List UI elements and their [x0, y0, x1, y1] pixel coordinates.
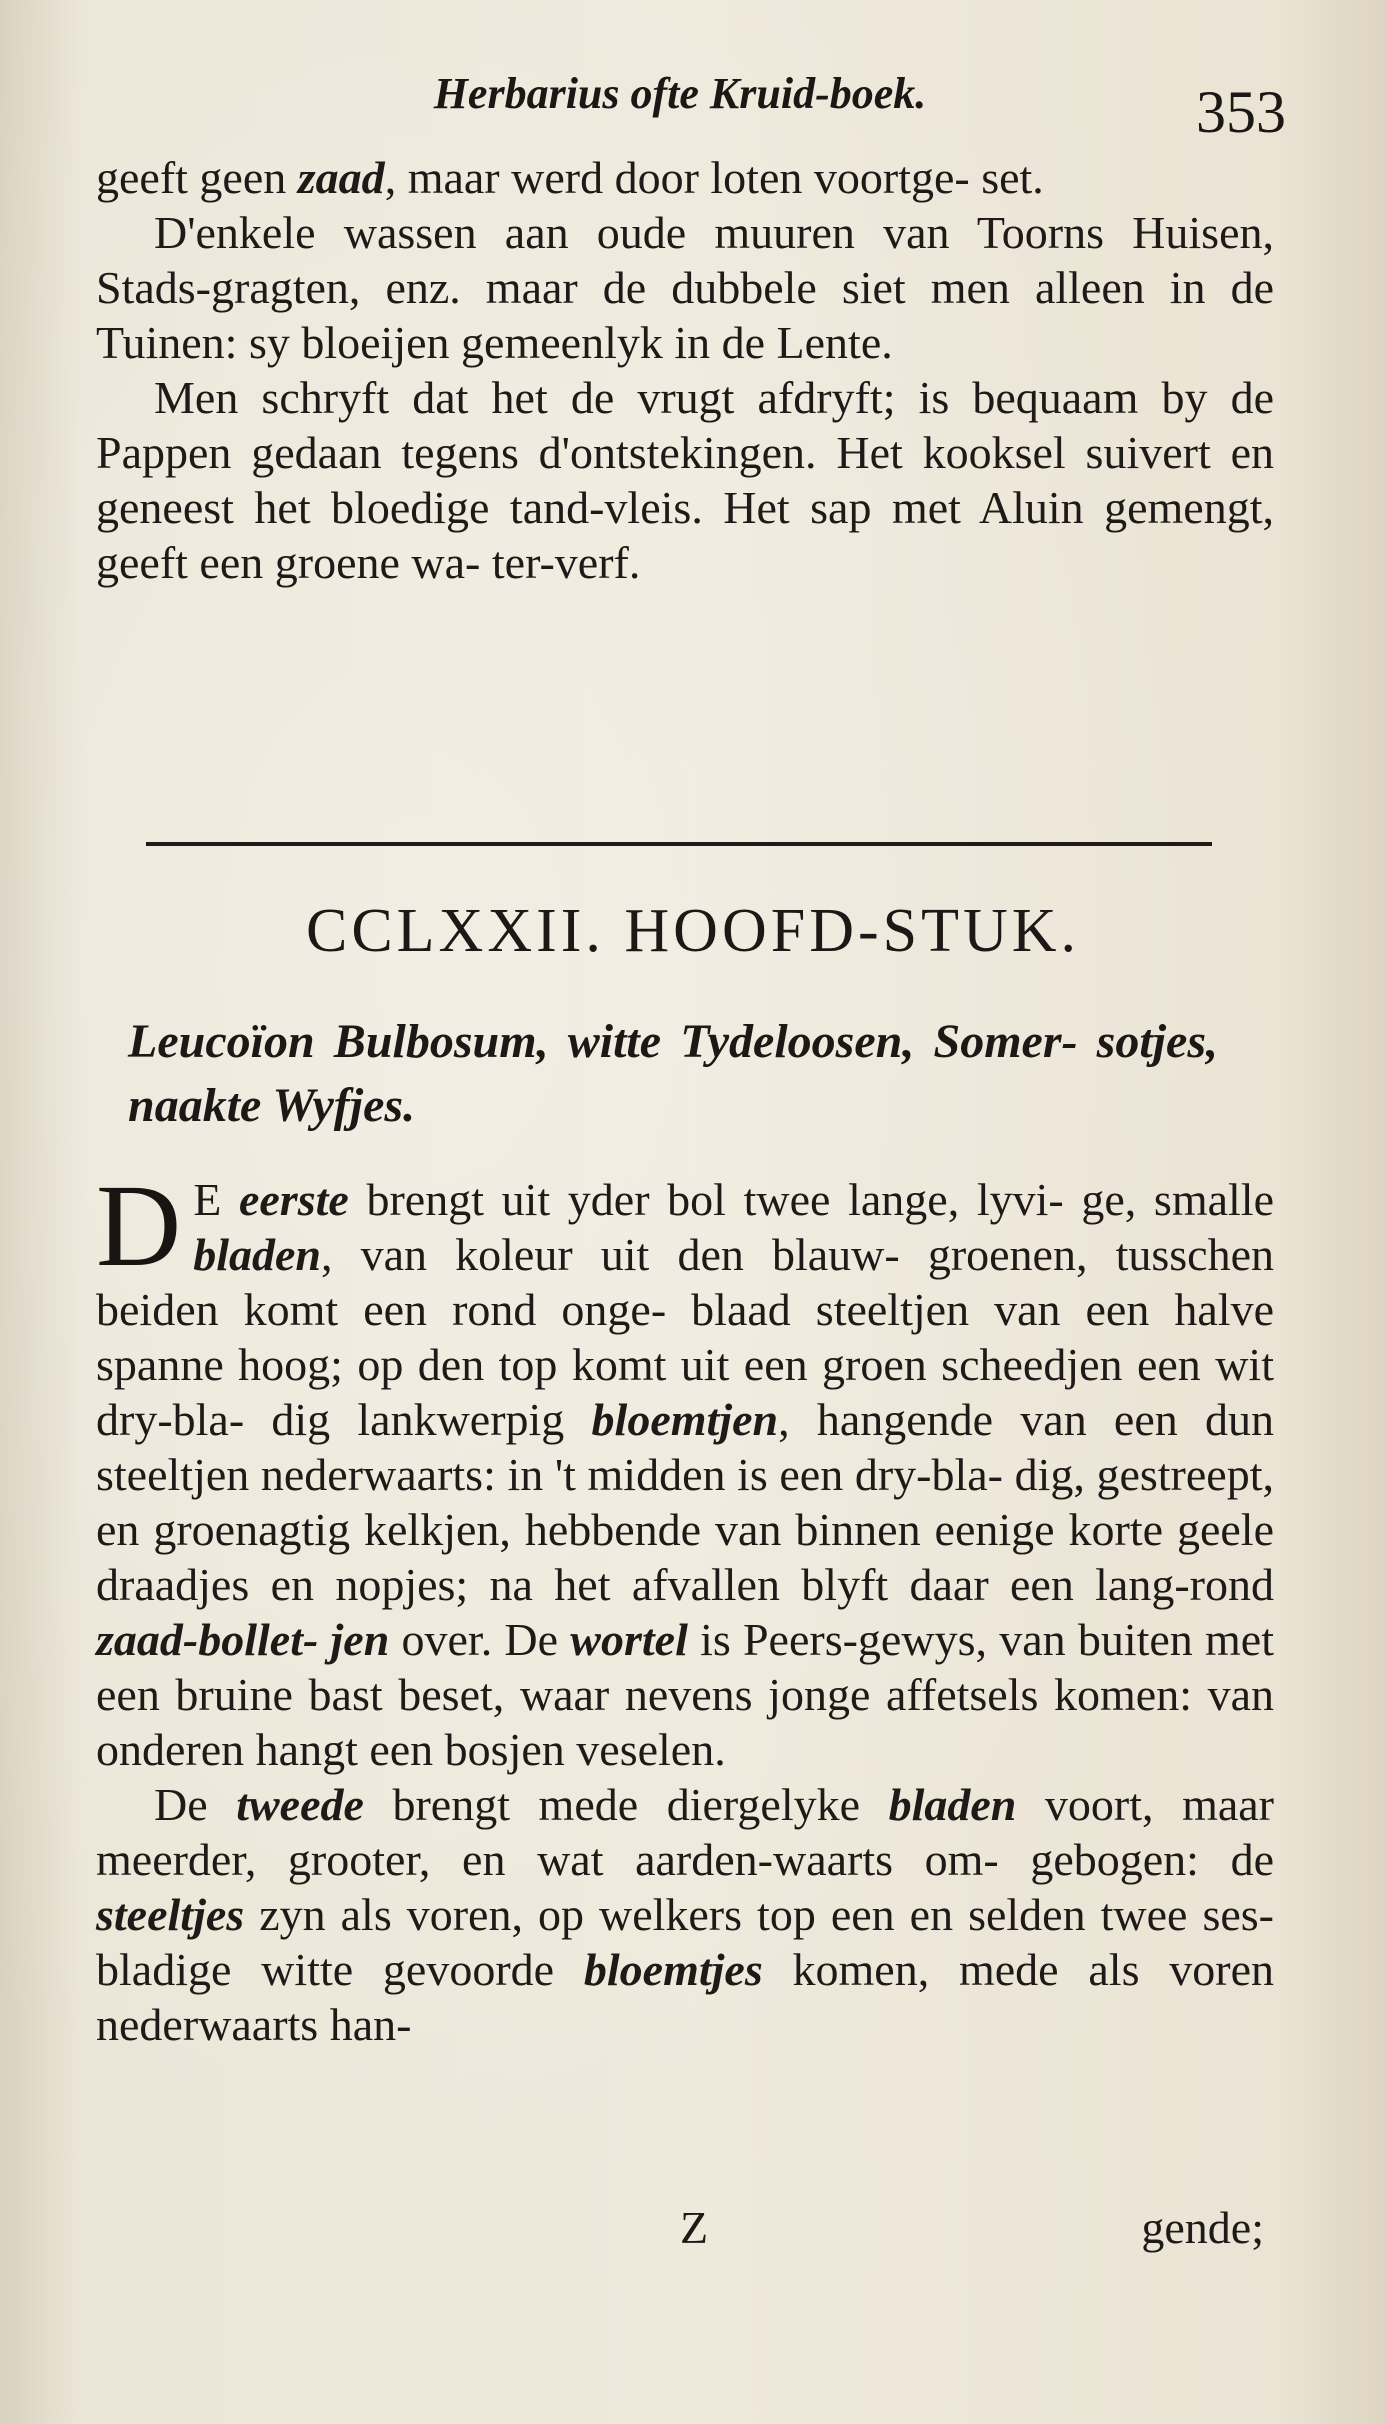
body-p1-d: , hangende van een dun steeltjen nederwaarts: in 't midden is een dry-bla- dig, gestreept, en groenagtig kelkjen, hebbende van binnen eenige korte geele draadjes en nopjes; na het afvallen blyft daar een lang-rond — [96, 1394, 1274, 1610]
p1-em: zaad — [297, 152, 385, 203]
body-p1-em5: wortel — [570, 1614, 688, 1665]
top-section — [96, 150, 1274, 590]
section-divider — [146, 842, 1212, 846]
body-paragraph-2 — [96, 1777, 1274, 2052]
body-p1-a: E — [193, 1174, 239, 1225]
page-number: 353 — [1196, 79, 1286, 145]
body-p2-d: zyn als voren, op welkers top een en selden twee ses-bladige witte gevoorde — [96, 1889, 1274, 1995]
body-p1-em2: bladen — [193, 1229, 321, 1280]
body-p1-b: brengt uit yder bol twee lange, lyvi- ge, smalle — [348, 1174, 1274, 1225]
body-p1-em3: bloemtjen — [591, 1394, 779, 1445]
body-paragraph-1 — [96, 1160, 1274, 1777]
body-p2-c: voort, maar meerder, grooter, en wat aarden-waarts om- gebogen: de — [96, 1779, 1275, 1885]
body-p2-em3: steeltjes — [96, 1889, 245, 1940]
body-p2-em4: bloemtjes — [583, 1944, 763, 1995]
chapter-subtitle: Leucoïon Bulbosum, witte Tydeloosen, Somer- sotjes, naakte Wyfjes. — [128, 1015, 1218, 1132]
body-p2-a: De — [154, 1779, 237, 1830]
paragraph-2: D'enkele wassen aan oude muuren van Toorns Huisen, Stads-gragten, enz. maar de dubbele siet men alleen in de Tuinen: sy bloeijen gemeenlyk in de Lente. — [96, 207, 1274, 368]
p1-after-em: , maar werd door loten voortge- set. — [384, 152, 1044, 203]
signature-mark: Z — [680, 2202, 709, 2253]
catchword: gende; — [1141, 2202, 1264, 2253]
body-p2-em1: tweede — [236, 1779, 364, 1830]
paragraph-1 — [96, 150, 1274, 205]
body-p1-em1: eerste — [238, 1174, 349, 1225]
body-p1-em4: zaad-bollet- jen — [96, 1614, 390, 1665]
paragraph-3: Men schryft dat het de vrugt afdryft; is bequaam by de Pappen gedaan tegens d'ontstekingen. Het kooksel suivert en geneest het bloedige tand-vleis. Het sap met Aluin gemengt, geeft een groene wa- ter-verf. — [96, 372, 1274, 588]
chapter-body — [96, 1160, 1275, 2052]
p1-before-em: geeft geen — [96, 152, 298, 203]
body-p2-em2: bladen — [888, 1779, 1017, 1830]
chapter-heading: CCLXXII. HOOFD-STUK. — [305, 897, 1081, 965]
running-title: Herbarius ofte Kruid-boek. — [433, 69, 927, 118]
body-p1-f: is Peers-gewys, van buiten met een bruine bast beset, waar nevens jonge affetsels komen: van onderen hangt een bosjen veselen. — [96, 1614, 1274, 1775]
body-p1-e: over. De — [389, 1614, 571, 1665]
body-p1-c: , van koleur uit den blauw- groenen, tusschen beiden komt een rond onge- blaad steeltjen van een halve spanne hoog; op den top komt uit een groen scheedjen een wit dry-bla- dig lankwerpig — [96, 1229, 1274, 1445]
body-p2-e: komen, mede als voren nederwaarts han- — [96, 1944, 1274, 2050]
drop-cap: D — [96, 1160, 182, 1291]
body-p2-b: brengt mede diergelyke — [363, 1779, 889, 1830]
